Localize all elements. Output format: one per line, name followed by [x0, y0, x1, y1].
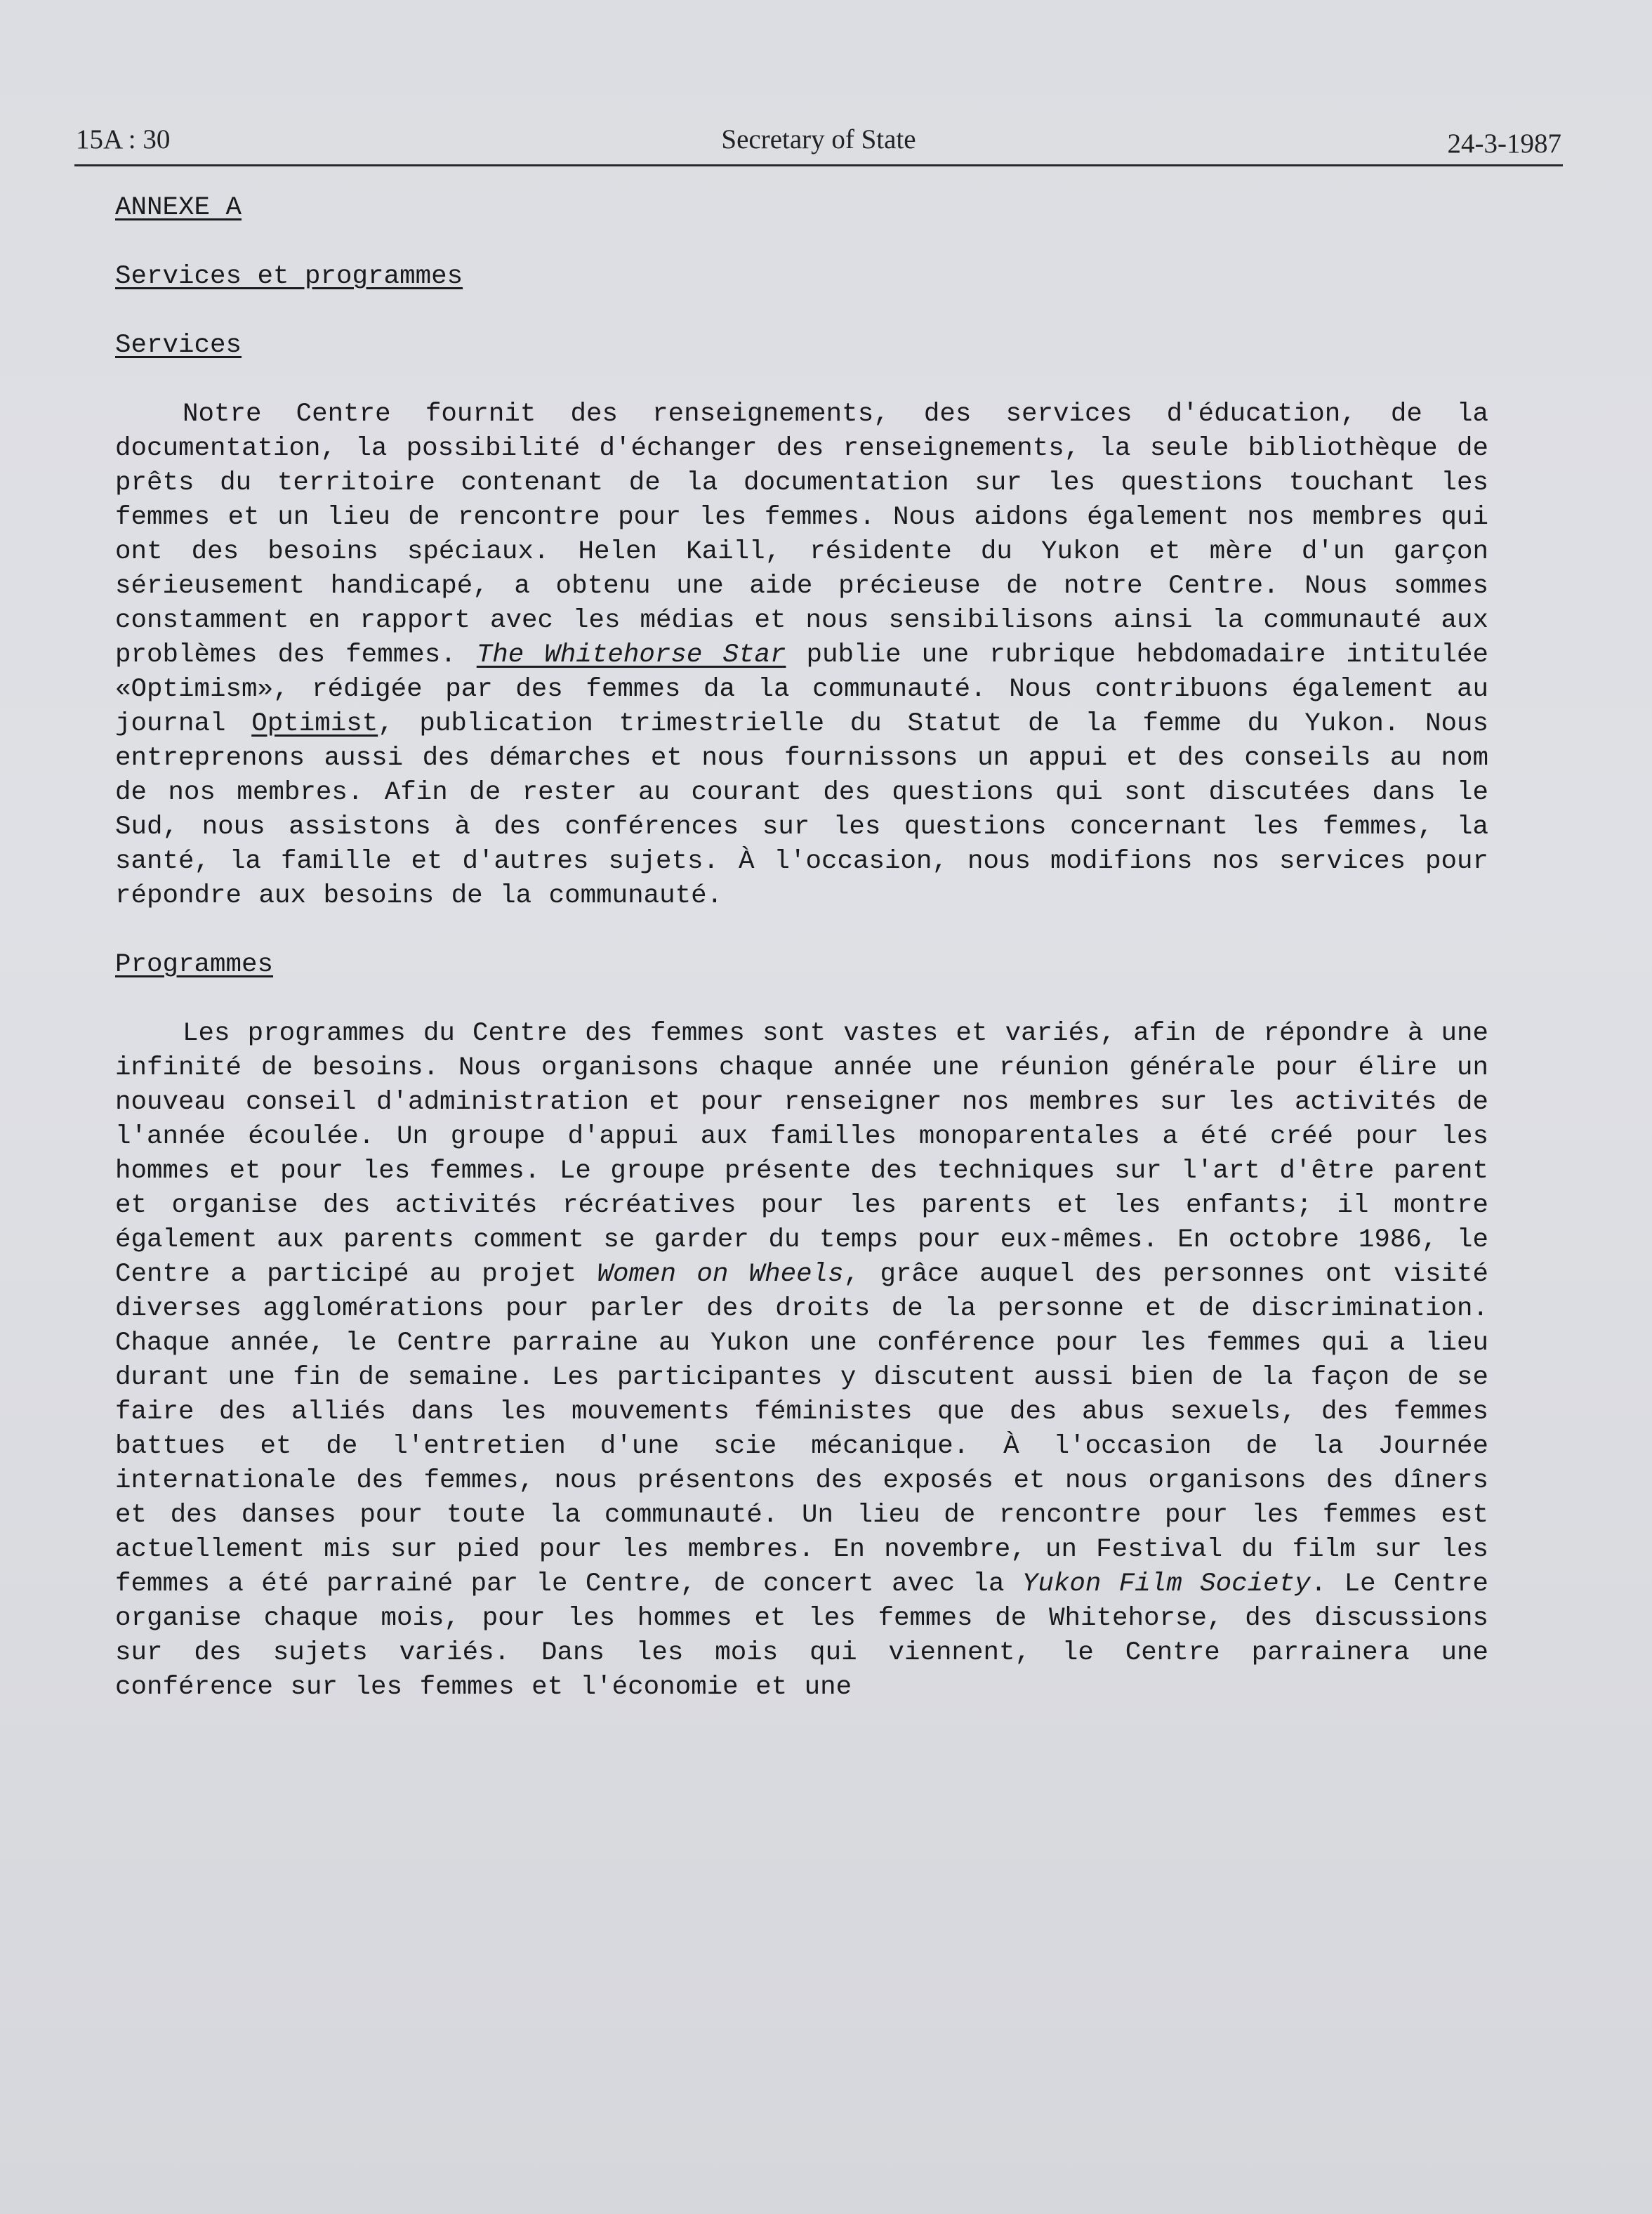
programmes-text-1: Les programmes du Centre des femmes sont vastes et variés, afin de répondre à une infinité de besoins. Nous organisons chaque année une réunion générale pour élire un nouveau conseil d'administration et pour renseigner nos membres sur les activités de l'année écoulée. Un groupe d'appui aux familles monoparentales a été créé pour les hommes et pour les femmes. Le groupe présente des techniques sur l'art d'être parent et organise des activités récréatives pour les parents et les enfants; il montre également aux parents comment se garder du temps pour eux-mêmes. En octobre 1986, le Centre a participé au projet: [115, 1019, 1488, 1289]
services-programmes-heading: Services et programmes: [115, 262, 463, 291]
publication-optimist: Optimist: [251, 709, 378, 739]
yukon-film-society: Yukon Film Society: [1022, 1569, 1311, 1599]
services-heading: Services: [115, 331, 242, 360]
page-number: 15A : 30: [76, 124, 171, 154]
programmes-heading: Programmes: [115, 950, 274, 980]
header-date: 24-3-1987: [1447, 129, 1561, 159]
services-text-1: Notre Centre fournit des renseignements, des services d'éducation, de la documentation, la possibilité d'échanger des renseignements, la seule bibliothèque de prêts du territoire contenant de la documentation sur les questions touchant les femmes et un lieu de rencontre pour les femmes. Nous aidons également nos membres qui ont des besoins spéciaux. Helen Kaill, résidente du Yukon et mère d'un garçon sérieusement handicapé, a obtenu une aide précieuse de notre Centre. Nous sommes constamment en rapport avec les médias et nous sensibilisons ainsi la communauté aux problèmes des femmes.: [115, 400, 1488, 670]
services-text-3: , publication trimestrielle du Statut de la femme du Yukon. Nous entreprenons aussi des démarches et nous fournissons un appui et des conseils au nom de nos membres. Afin de rester au courant des questions qui sont discutées dans le Sud, nous assistons à des conférences sur les questions concernant les femmes, la santé, la famille et d'autres sujets. À l'occasion, nous modifions nos services pour répondre aux besoins de la communauté.: [115, 709, 1489, 911]
programmes-text-2: , grâce auquel des personnes ont visité diverses agglomérations pour parler des droits de la personne et de discrimination. Chaque année, le Centre parraine au Yukon une conférence pour les femmes qui a lieu durant une fin de semaine. Les participantes y discutent aussi bien de la façon de se faire des alliés dans les mouvements féministes que des abus sexuels, des femmes battues et de l'entretien d'une scie mécanique. À l'occasion de la Journée internationale des femmes, nous présentons des exposés et nous organisons des dîners et des danses pour toute la communauté. Un lieu de rencontre pour les femmes est actuellement mis sur pied pour les membres. En novembre, un Festival du film sur les femmes a été parrainé par le Centre, de concert avec la: [115, 1260, 1488, 1599]
services-paragraph: [115, 397, 1488, 914]
header-rule: [74, 164, 1563, 166]
project-women-on-wheels: Women on Wheels: [597, 1260, 844, 1289]
running-header: [76, 124, 1561, 163]
services-text-2: publie une rubrique hebdomadaire intitulée «Optimism», rédigée par des femmes da la communauté. Nous contribuons également au journal: [115, 640, 1488, 739]
programmes-paragraph: [115, 1017, 1488, 1705]
annexe-heading: ANNEXE A: [115, 193, 242, 223]
publication-whitehorse-star: The Whitehorse Star: [476, 640, 786, 670]
header-title: Secretary of State: [721, 124, 916, 154]
document-body: [115, 191, 1488, 1705]
programmes-text-3: . Le Centre organise chaque mois, pour les hommes et les femmes de Whitehorse, des discussions sur des sujets variés. Dans les mois qui viennent, le Centre parrainera une conférence sur les femmes et l'économie et une: [115, 1569, 1488, 1702]
